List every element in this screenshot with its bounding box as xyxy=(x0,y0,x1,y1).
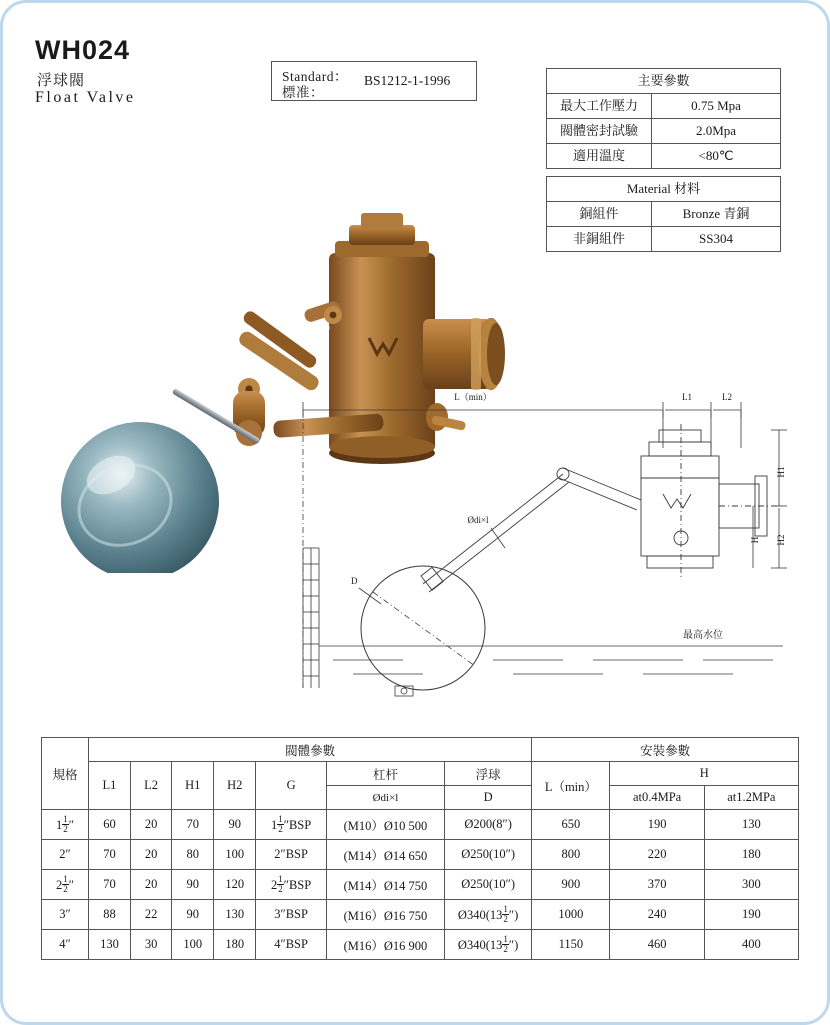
cell-g: 2 $\frac{1}{2}$ ″BSP xyxy=(256,870,327,900)
standard-label-cn: 標准： xyxy=(282,85,324,100)
cell-spec: 3″ xyxy=(42,900,89,930)
group-valve-params: 閥體參數 xyxy=(89,738,532,762)
dim-h: H xyxy=(750,536,760,544)
table-row xyxy=(42,930,799,960)
cell-lever: (M14）Ø14 650 xyxy=(326,840,444,870)
cell-ball: Ø340(13 $\frac{1}{2}$ ″) xyxy=(444,930,531,960)
cell-lmin: 900 xyxy=(532,870,610,900)
technical-drawing xyxy=(263,388,808,718)
cell-l2: 30 xyxy=(130,930,171,960)
spec-main-row-label: 適用溫度 xyxy=(547,144,652,169)
product-name-en: Float Valve xyxy=(35,89,136,106)
cell-h04: 370 xyxy=(610,870,704,900)
cell-spec: 2 $\frac{1}{2}$ ″ xyxy=(42,870,89,900)
spec-main-row-value: 2.0Mpa xyxy=(652,119,781,144)
cell-l2: 20 xyxy=(130,840,171,870)
col-h: H xyxy=(610,762,799,786)
cell-spec: 4″ xyxy=(42,930,89,960)
cell-h2: 120 xyxy=(214,870,256,900)
dim-l2: L2 xyxy=(722,392,732,402)
standard-label-en: Standard： xyxy=(282,69,348,84)
cell-l2: 20 xyxy=(130,810,171,840)
cell-h12: 300 xyxy=(704,870,798,900)
cell-lever: (M10）Ø10 500 xyxy=(326,810,444,840)
cell-l1: 130 xyxy=(89,930,131,960)
table-row xyxy=(42,900,799,930)
cell-ball: Ø340(13 $\frac{1}{2}$ ″) xyxy=(444,900,531,930)
spec-main-row-value: 0.75 Mpa xyxy=(652,94,781,119)
cell-spec: 2″ xyxy=(42,840,89,870)
cell-h04: 220 xyxy=(610,840,704,870)
page-title: WH024 xyxy=(35,35,131,65)
cell-ball: Ø200(8″) xyxy=(444,810,531,840)
cell-l2: 20 xyxy=(130,870,171,900)
cell-g: 4″BSP xyxy=(256,930,327,960)
col-g: G xyxy=(256,762,327,810)
cell-g: 3″BSP xyxy=(256,900,327,930)
cell-lmin: 1000 xyxy=(532,900,610,930)
cell-lever: (M14）Ø14 750 xyxy=(326,870,444,900)
spec-material-title: Material 材料 xyxy=(547,177,781,202)
dimension-table-wrapper xyxy=(41,737,799,960)
cell-l1: 60 xyxy=(89,810,131,840)
cell-h04: 460 xyxy=(610,930,704,960)
cell-h2: 180 xyxy=(214,930,256,960)
spec-main-row-label: 最大工作壓力 xyxy=(547,94,652,119)
col-ball: 浮球 xyxy=(444,762,531,786)
product-name-cn: 浮球閥 xyxy=(37,73,86,89)
table-row xyxy=(42,870,799,900)
cell-h04: 240 xyxy=(610,900,704,930)
dim-d: D xyxy=(351,576,358,586)
cell-ball: Ø250(10″) xyxy=(444,840,531,870)
spec-main-table xyxy=(546,68,781,169)
dim-h2: H2 xyxy=(776,534,786,546)
col-h2: H2 xyxy=(214,762,256,810)
cell-h12: 190 xyxy=(704,900,798,930)
dim-h1: H1 xyxy=(776,466,786,478)
cell-l1: 88 xyxy=(89,900,131,930)
col-lever: 杠杆 xyxy=(326,762,444,786)
cell-h1: 100 xyxy=(172,930,214,960)
col-lmin: L（min） xyxy=(532,762,610,810)
cell-lever: (M16）Ø16 900 xyxy=(326,930,444,960)
cell-h12: 180 xyxy=(704,840,798,870)
cell-lever: (M16）Ø16 750 xyxy=(326,900,444,930)
cell-g: 2″BSP xyxy=(256,840,327,870)
spec-main-row-value: <80℃ xyxy=(652,144,781,169)
cell-h1: 90 xyxy=(172,900,214,930)
cell-h12: 400 xyxy=(704,930,798,960)
col-h1: H1 xyxy=(172,762,214,810)
cell-h1: 80 xyxy=(172,840,214,870)
col-ball-sub: D xyxy=(444,786,531,810)
cell-g: 1 $\frac{1}{2}$ ″BSP xyxy=(256,810,327,840)
col-h-04: at0.4MPa xyxy=(610,786,704,810)
cell-lmin: 1150 xyxy=(532,930,610,960)
cell-l1: 70 xyxy=(89,870,131,900)
cell-l2: 22 xyxy=(130,900,171,930)
cell-spec: 1 $\frac{1}{2}$ ″ xyxy=(42,810,89,840)
dim-l1: L1 xyxy=(682,392,692,402)
cell-lmin: 800 xyxy=(532,840,610,870)
cell-h1: 90 xyxy=(172,870,214,900)
cell-ball: Ø250(10″) xyxy=(444,870,531,900)
col-l1: L1 xyxy=(89,762,131,810)
col-spec: 規格 xyxy=(42,738,89,810)
dim-l-min: L（min） xyxy=(454,392,492,402)
cell-l1: 70 xyxy=(89,840,131,870)
table-row xyxy=(42,810,799,840)
col-l2: L2 xyxy=(130,762,171,810)
cell-h04: 190 xyxy=(610,810,704,840)
spec-material-row-label: 非銅組件 xyxy=(547,227,652,252)
table-row xyxy=(42,840,799,870)
page-inner xyxy=(13,13,817,1012)
cell-h2: 100 xyxy=(214,840,256,870)
float-ball xyxy=(61,422,219,573)
spec-material-row-label: 銅組件 xyxy=(547,202,652,227)
spec-material-row-value: SS304 xyxy=(652,227,781,252)
cell-lmin: 650 xyxy=(532,810,610,840)
spec-main-title: 主要參數 xyxy=(547,69,781,94)
cell-h2: 130 xyxy=(214,900,256,930)
col-lever-sub: Ødi×l xyxy=(326,786,444,810)
spec-main-row-label: 閥體密封試驗 xyxy=(547,119,652,144)
spec-material-row-value: Bronze 青銅 xyxy=(652,202,781,227)
spec-material-table xyxy=(546,176,781,252)
standard-value: BS1212-1-1996 xyxy=(364,73,451,88)
cell-h2: 90 xyxy=(214,810,256,840)
cell-h12: 130 xyxy=(704,810,798,840)
cell-h1: 70 xyxy=(172,810,214,840)
label-water-level: 最高水位 xyxy=(683,630,723,641)
dim-rod: Ødi×l xyxy=(467,515,489,525)
group-install-params: 安裝參數 xyxy=(532,738,799,762)
standard-box xyxy=(271,61,477,101)
col-h-12: at1.2MPa xyxy=(704,786,798,810)
dimension-table xyxy=(41,737,799,960)
